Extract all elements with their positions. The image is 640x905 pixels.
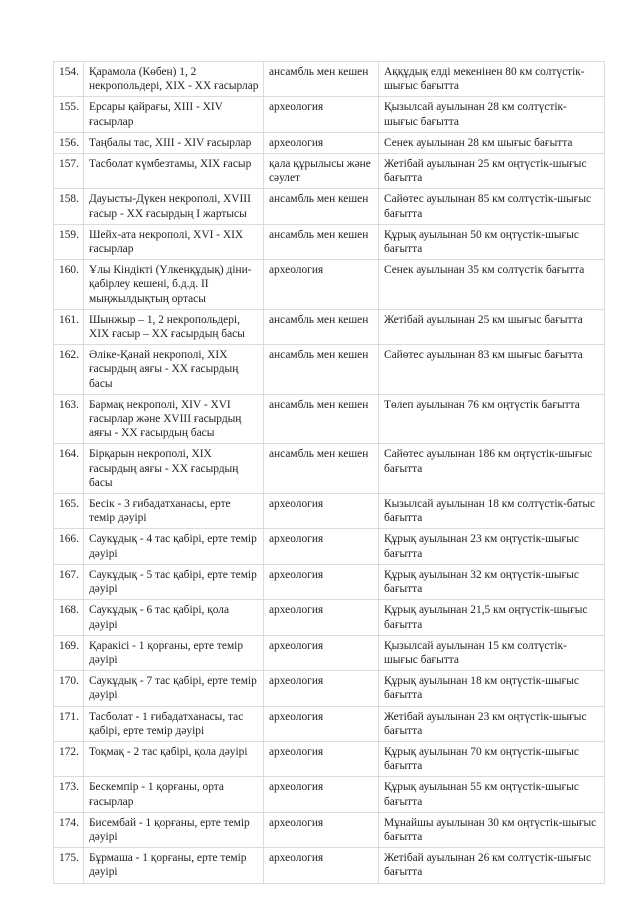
monument-type: археология — [264, 741, 379, 776]
monument-type: ансамбль мен кешен — [264, 394, 379, 444]
monument-name: Шынжыр – 1, 2 некропольдері, XIX ғасыр – XX ғасырдың басы — [84, 309, 264, 344]
monument-location: Құрық ауылынан 21,5 км оңтүстік-шығыс бағытта — [379, 600, 605, 635]
table-row — [54, 777, 605, 812]
monument-name: Қаракісі - 1 қорғаны, ерте темір дәуірі — [84, 635, 264, 670]
monument-name: Саукұдық - 6 тас қабірі, қола дәуірі — [84, 600, 264, 635]
monument-type: ансамбль мен кешен — [264, 444, 379, 494]
monument-location: Мұнайшы ауылынан 30 км оңтүстік-шығыс бағытта — [379, 812, 605, 847]
monument-type: ансамбль мен кешен — [264, 189, 379, 224]
monuments-table-body — [54, 62, 605, 884]
row-number: 162. — [54, 345, 84, 395]
monument-location: Құрық ауылынан 32 км оңтүстік-шығыс бағытта — [379, 564, 605, 599]
monument-name: Қарамола (Көбен) 1, 2 некропольдері, XIX - XX ғасырлар — [84, 62, 264, 97]
monument-name: Әліке-Қанай некрополі, XIX ғасырдың аяғы - XX ғасырдың басы — [84, 345, 264, 395]
monument-location: Жетібай ауылынан 23 км оңтүстік-шығыс бағытта — [379, 706, 605, 741]
row-number: 170. — [54, 671, 84, 706]
monument-type: ансамбль мен кешен — [264, 62, 379, 97]
monument-name: Бірқарын некрополі, XIX ғасырдың аяғы - XX ғасырдың басы — [84, 444, 264, 494]
table-row — [54, 529, 605, 564]
monument-location: Құрық ауылынан 55 км оңтүстік-шығыс бағытта — [379, 777, 605, 812]
row-number: 173. — [54, 777, 84, 812]
monument-type: археология — [264, 706, 379, 741]
monument-name: Таңбалы тас, XIII - XIV ғасырлар — [84, 132, 264, 153]
monument-type: археология — [264, 564, 379, 599]
monument-name: Саукұдық - 5 тас қабірі, ерте темір дәуірі — [84, 564, 264, 599]
monument-location: Төлеп ауылынан 76 км оңтүстік бағытта — [379, 394, 605, 444]
row-number: 174. — [54, 812, 84, 847]
monument-name: Ұлы Кіндікті (Үлкенқұдық) діни-қабірлеу кешені, б.д.д. II мыңжылдықтың ортасы — [84, 260, 264, 310]
monument-type: ансамбль мен кешен — [264, 345, 379, 395]
row-number: 175. — [54, 848, 84, 883]
monument-type: қала құрылысы және сәулет — [264, 154, 379, 189]
row-number: 166. — [54, 529, 84, 564]
table-row — [54, 345, 605, 395]
monument-name: Бармақ некрополі, XIV - XVI ғасырлар және XVIII ғасырдың аяғы - XX ғасырдың басы — [84, 394, 264, 444]
monument-location: Құрық ауылынан 18 км оңтүстік-шығыс бағытта — [379, 671, 605, 706]
monument-type: археология — [264, 848, 379, 883]
monument-location: Кызылсай ауылынан 18 км солтүстік-батыс бағытта — [379, 494, 605, 529]
monument-location: Аққұдық елді мекенінен 80 км солтүстік-шығыс бағытта — [379, 62, 605, 97]
monument-location: Жетібай ауылынан 25 км оңтүстік-шығыс бағытта — [379, 154, 605, 189]
monument-location: Сайөтес ауылынан 85 км солтүстік-шығыс бағытта — [379, 189, 605, 224]
monument-type: археология — [264, 132, 379, 153]
monument-name: Саукұдық - 7 тас қабірі, ерте темір дәуірі — [84, 671, 264, 706]
table-row — [54, 224, 605, 259]
table-row — [54, 309, 605, 344]
row-number: 164. — [54, 444, 84, 494]
table-row — [54, 741, 605, 776]
monument-type: археология — [264, 777, 379, 812]
table-row — [54, 394, 605, 444]
monument-name: Саукұдық - 4 тас қабірі, ерте темір дәуірі — [84, 529, 264, 564]
monument-name: Бұрмаша - 1 қорғаны, ерте темір дәуірі — [84, 848, 264, 883]
monument-location: Құрық ауылынан 23 км оңтүстік-шығыс бағытта — [379, 529, 605, 564]
monument-location: Сенек ауылынан 28 км шығыс бағытта — [379, 132, 605, 153]
monument-name: Шейх-ата некрополі, XVI - XIX ғасырлар — [84, 224, 264, 259]
monument-type: археология — [264, 600, 379, 635]
monument-type: археология — [264, 812, 379, 847]
monument-type: археология — [264, 97, 379, 132]
table-row — [54, 189, 605, 224]
table-row — [54, 97, 605, 132]
row-number: 156. — [54, 132, 84, 153]
row-number: 155. — [54, 97, 84, 132]
row-number: 169. — [54, 635, 84, 670]
row-number: 168. — [54, 600, 84, 635]
table-row — [54, 671, 605, 706]
table-row — [54, 812, 605, 847]
row-number: 160. — [54, 260, 84, 310]
row-number: 165. — [54, 494, 84, 529]
table-row — [54, 154, 605, 189]
monument-type: археология — [264, 635, 379, 670]
row-number: 161. — [54, 309, 84, 344]
monument-name: Бесік - 3 ғибадатханасы, ерте темір дәуірі — [84, 494, 264, 529]
table-row — [54, 706, 605, 741]
monument-name: Тасболат күмбезтамы, XIX ғасыр — [84, 154, 264, 189]
monument-location: Қызылсай ауылынан 15 км солтүстік-шығыс бағытта — [379, 635, 605, 670]
table-row — [54, 260, 605, 310]
monument-type: ансамбль мен кешен — [264, 309, 379, 344]
monument-name: Бескемпір - 1 қорғаны, орта ғасырлар — [84, 777, 264, 812]
table-row — [54, 600, 605, 635]
row-number: 167. — [54, 564, 84, 599]
monument-location: Құрық ауылынан 70 км оңтүстік-шығыс бағытта — [379, 741, 605, 776]
monument-location: Жетібай ауылынан 26 км солтүстік-шығыс бағытта — [379, 848, 605, 883]
table-row — [54, 62, 605, 97]
row-number: 154. — [54, 62, 84, 97]
monument-location: Сайөтес ауылынан 83 км шығыс бағытта — [379, 345, 605, 395]
table-row — [54, 494, 605, 529]
row-number: 158. — [54, 189, 84, 224]
monument-location: Жетібай ауылынан 25 км шығыс бағытта — [379, 309, 605, 344]
table-row — [54, 564, 605, 599]
monuments-table — [53, 61, 605, 884]
monument-location: Қызылсай ауылынан 28 км солтүстік-шығыс бағытта — [379, 97, 605, 132]
row-number: 159. — [54, 224, 84, 259]
monument-name: Тасболат - 1 ғибадатханасы, тас қабірі, ерте темір дәуірі — [84, 706, 264, 741]
table-row — [54, 132, 605, 153]
table-row — [54, 635, 605, 670]
monument-name: Дауысты-Дүкен некрополі, XVIII ғасыр - XX ғасырдың I жартысы — [84, 189, 264, 224]
row-number: 163. — [54, 394, 84, 444]
monument-name: Тоқмақ - 2 тас қабірі, қола дәуірі — [84, 741, 264, 776]
monument-location: Сенек ауылынан 35 км солтүстік бағытта — [379, 260, 605, 310]
monument-type: археология — [264, 529, 379, 564]
row-number: 157. — [54, 154, 84, 189]
monument-location: Құрық ауылынан 50 км оңтүстік-шығыс бағытта — [379, 224, 605, 259]
table-row — [54, 848, 605, 883]
monument-type: ансамбль мен кешен — [264, 224, 379, 259]
monument-type: археология — [264, 494, 379, 529]
monument-name: Бисембай - 1 қорғаны, ерте темір дәуірі — [84, 812, 264, 847]
row-number: 172. — [54, 741, 84, 776]
monument-type: археология — [264, 671, 379, 706]
monument-location: Сайөтес ауылынан 186 км оңтүстік-шығыс бағытта — [379, 444, 605, 494]
row-number: 171. — [54, 706, 84, 741]
monument-type: археология — [264, 260, 379, 310]
table-row — [54, 444, 605, 494]
monument-name: Ерсары қайрағы, XIII - XIV ғасырлар — [84, 97, 264, 132]
